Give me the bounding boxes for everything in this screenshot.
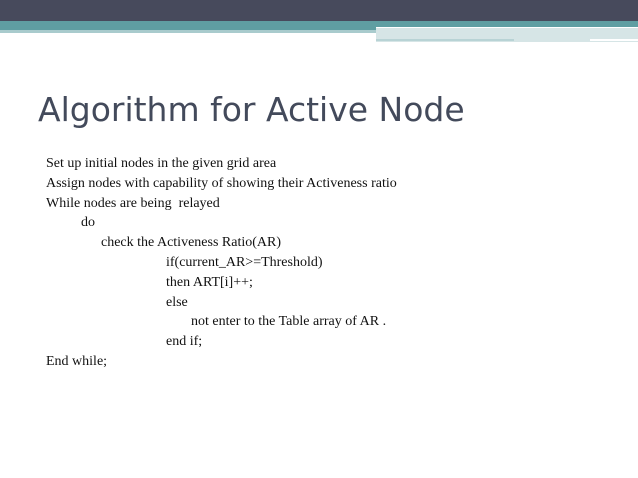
algorithm-line: Assign nodes with capability of showing their Activeness ratio [46,175,397,191]
slide-title: Algorithm for Active Node [38,90,465,129]
header-accent-line [590,39,638,41]
algorithm-line: then ART[i]++; [166,274,253,290]
algorithm-line: While nodes are being relayed [46,195,220,211]
algorithm-line: not enter to the Table array of AR . [191,314,387,330]
header-band-dark [0,0,638,21]
header-accent-line [376,39,514,41]
algorithm-line: do [81,215,95,231]
algorithm-line: else [166,294,188,310]
algorithm-line: check the Activeness Ratio(AR) [101,235,282,251]
algorithm-line: Set up initial nodes in the given grid area [46,156,277,171]
algorithm-line: end if; [166,334,203,350]
algorithm-line: End while; [46,353,108,369]
slide-body [46,154,606,372]
algorithm-line: if(current_AR>=Threshold) [166,254,323,270]
header-band-light [0,30,376,33]
